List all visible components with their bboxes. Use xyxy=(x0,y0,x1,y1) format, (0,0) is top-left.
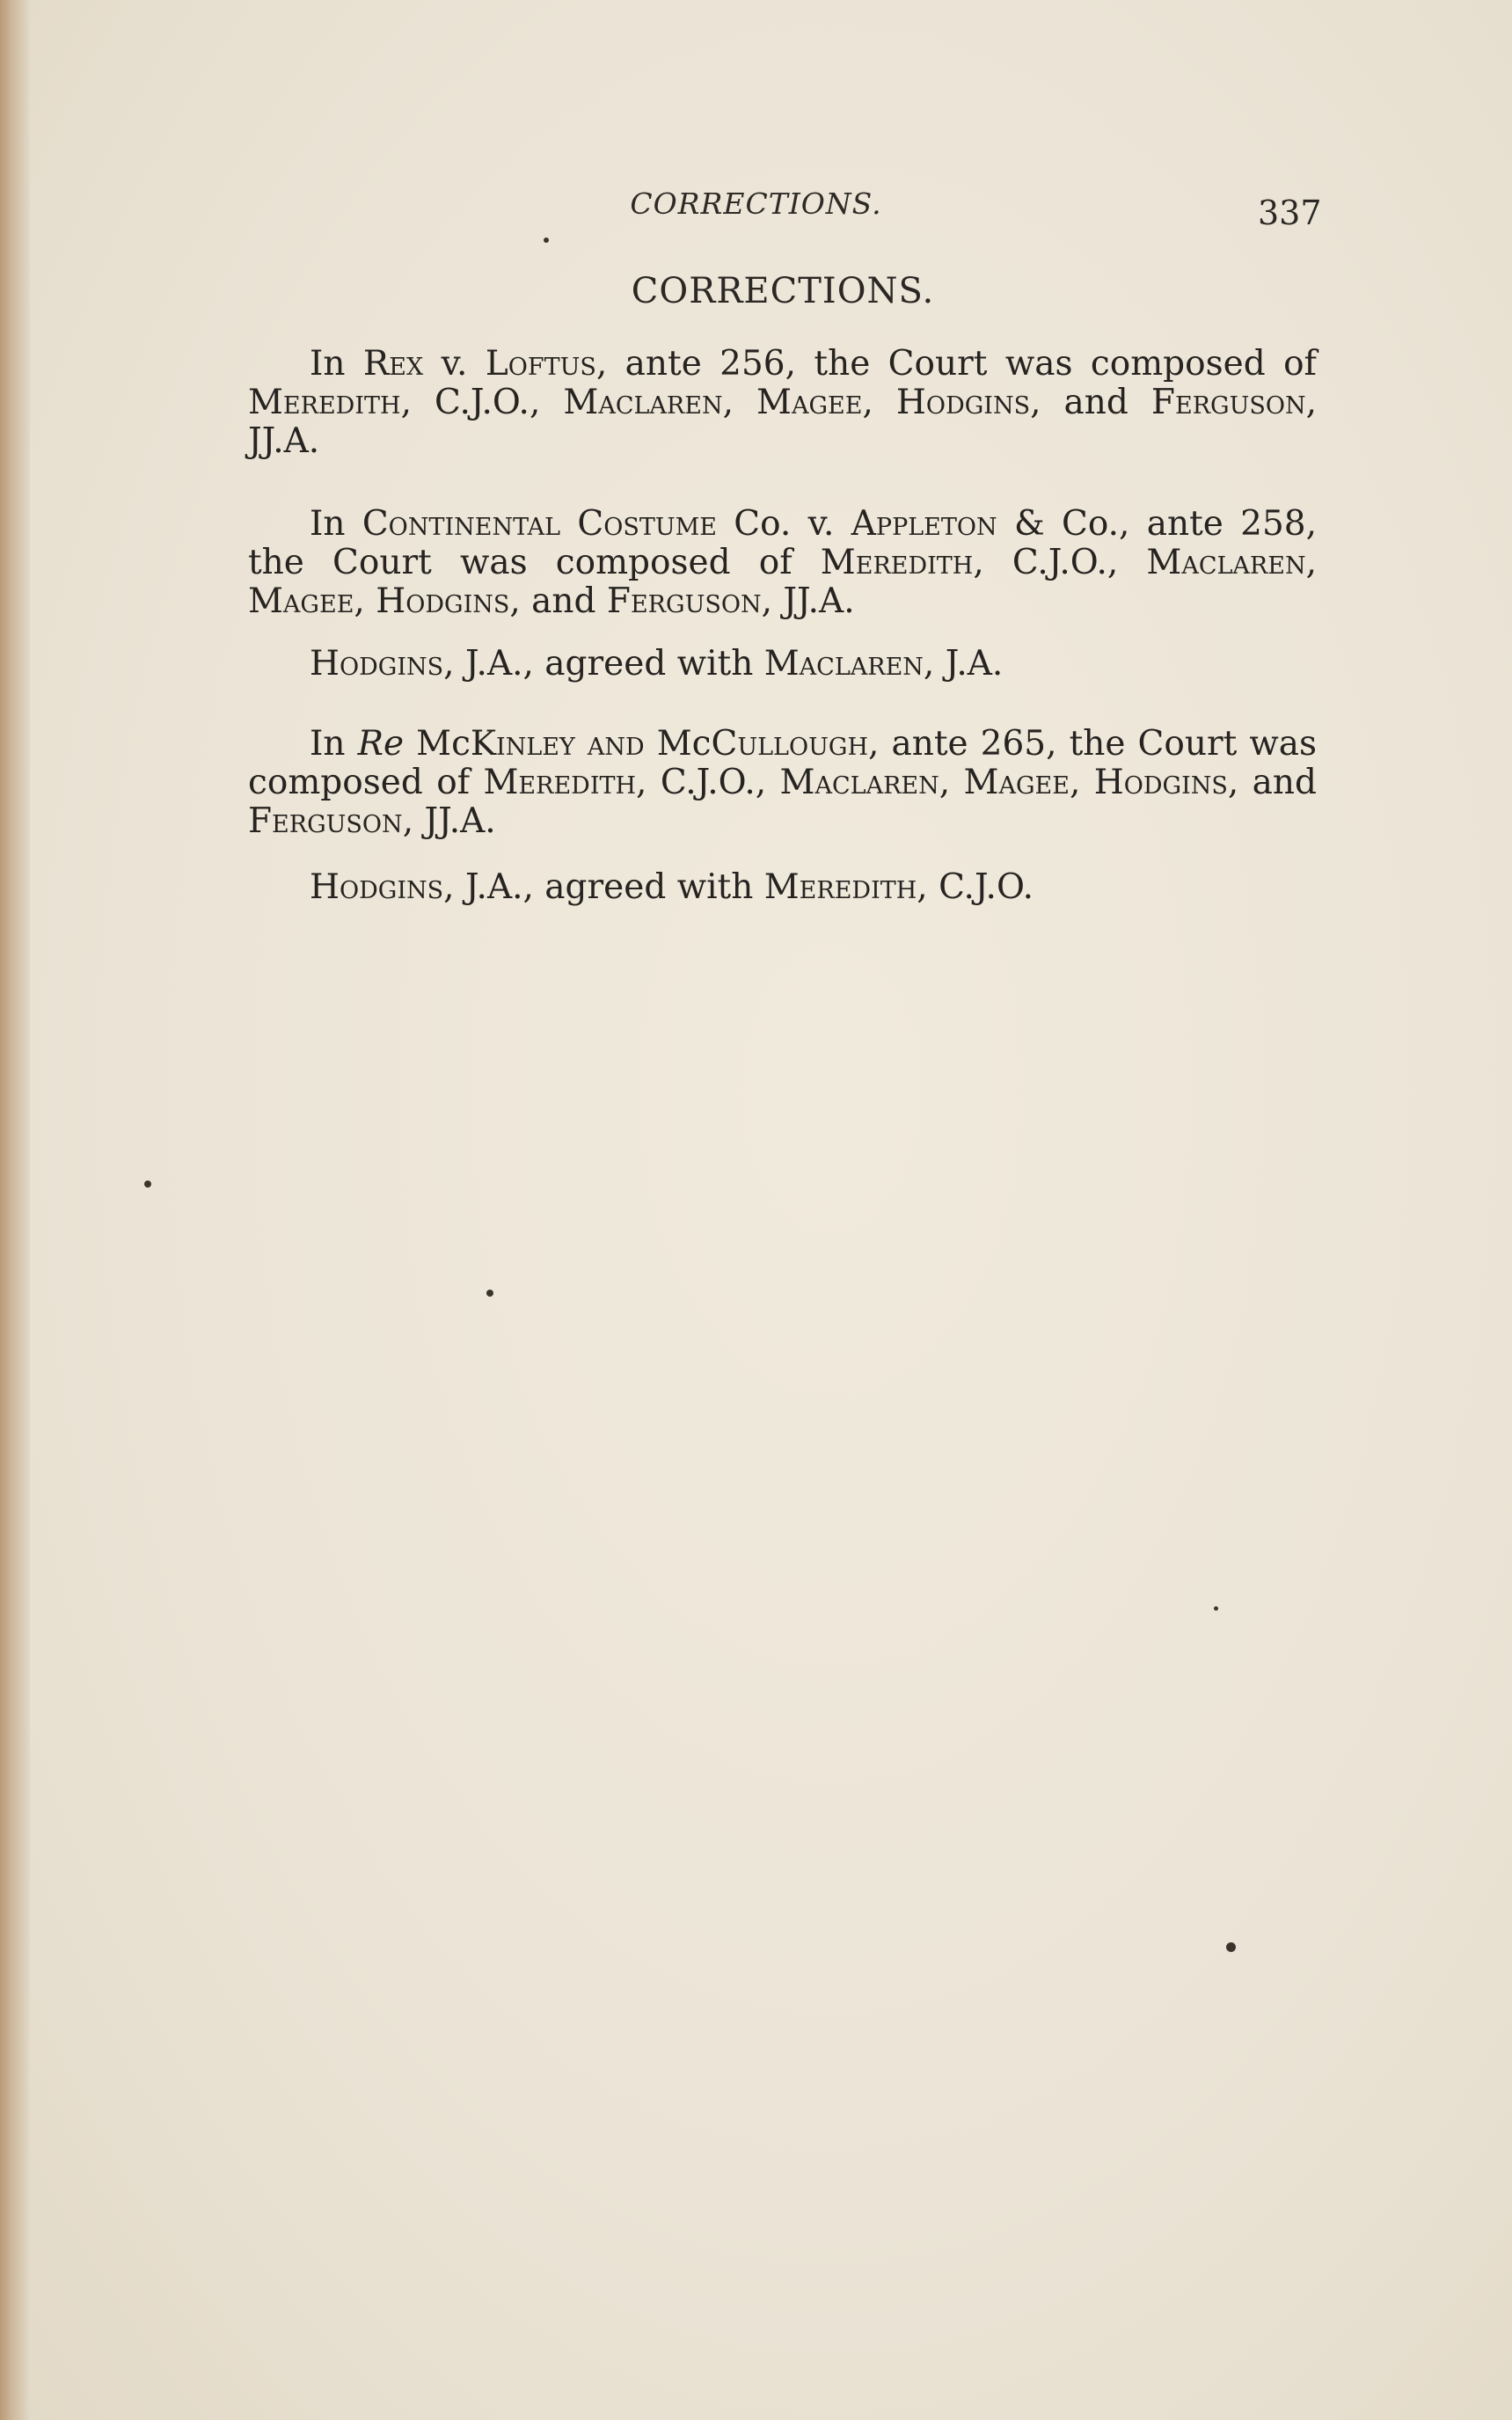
correction-rex-v-loftus xyxy=(248,345,1317,461)
paragraph: In Rex v. Loftus, ante 256, the Court was composed of Meredith, C.J.O., Maclaren, Magee, Hodgins, and Ferguson, JJ.A. xyxy=(248,344,1318,461)
paragraph: Hodgins, J.A., agreed with Meredith, C.J.O. xyxy=(310,867,1034,907)
paragraph: Hodgins, J.A., agreed with Maclaren, J.A. xyxy=(310,644,1004,684)
page-spine-shadow xyxy=(0,0,30,2420)
paper-speck xyxy=(144,1181,151,1188)
paper-speck xyxy=(544,238,549,243)
paper-speck xyxy=(1226,1942,1236,1952)
note-hodgins-agreed-maclaren xyxy=(248,645,1317,684)
page-title: CORRECTIONS. xyxy=(631,271,935,311)
correction-continental-costume xyxy=(248,505,1317,621)
paragraph: In Re McKinley and McCullough, ante 265, the Court was composed of Meredith, C.J.O., Maclaren, Magee, Hodgins, and Ferguson, JJ.A. xyxy=(248,724,1317,841)
paragraph: In Continental Costume Co. v. Appleton & Co., ante 258, the Court was composed of Meredith, C.J.O., Maclaren, Magee, Hodgins, and Ferguson, JJ.A. xyxy=(248,504,1318,621)
correction-re-mckinley xyxy=(248,725,1317,841)
paper-speck xyxy=(486,1290,493,1297)
paper-speck xyxy=(1214,1606,1218,1611)
page-number: 337 xyxy=(1258,194,1322,232)
note-hodgins-agreed-meredith xyxy=(248,868,1317,907)
running-head: CORRECTIONS. xyxy=(630,186,882,221)
